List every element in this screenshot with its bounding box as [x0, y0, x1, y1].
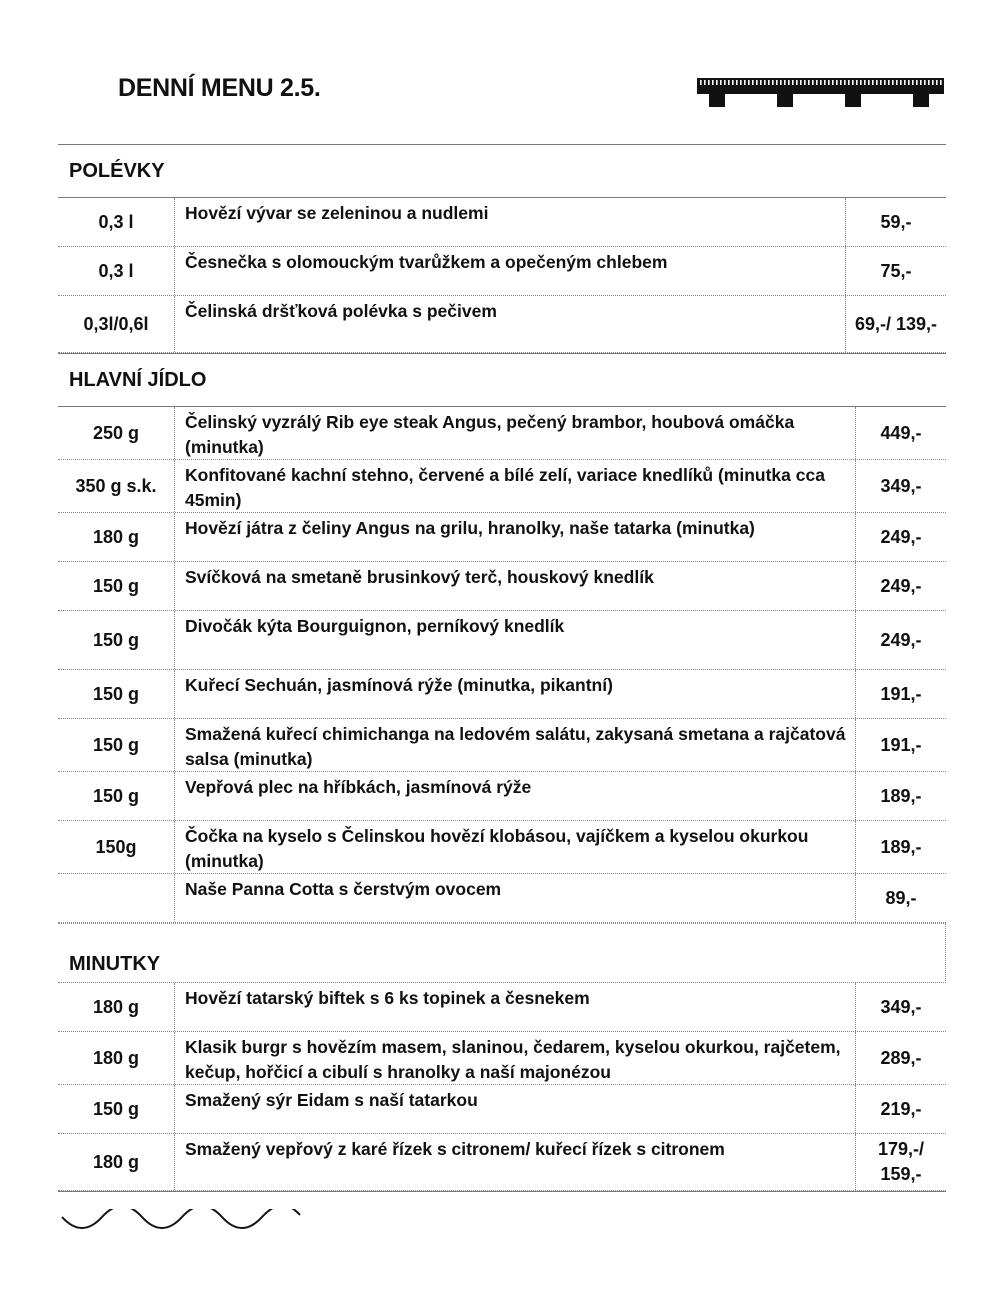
menu-row	[58, 772, 946, 821]
item-price: 189,-	[880, 836, 922, 857]
item-price: 89,-	[885, 887, 917, 908]
item-quantity: 180 g	[58, 513, 175, 561]
item-name: Čelinský vyzrálý Rib eye steak Angus, pečený brambor, houbová omáčka (minutka)	[175, 407, 856, 459]
item-quantity: 0,3l/0,6l	[58, 296, 175, 352]
mains-list	[58, 407, 946, 923]
section-header-mains: HLAVNÍ JÍDLO	[58, 353, 946, 407]
item-name: Svíčková na smetaně brusinkový terč, houskový knedlík	[175, 562, 856, 610]
item-price: 219,-	[880, 1098, 922, 1119]
item-name: Hovězí vývar se zeleninou a nudlemi	[175, 198, 846, 246]
item-price: 349,-	[880, 996, 922, 1017]
item-price: 189,-	[880, 785, 922, 806]
menu-row	[58, 296, 946, 353]
item-name: Konfitované kachní stehno, červené a bílé zelí, variace knedlíků (minutka cca 45min)	[175, 460, 856, 512]
page-title: DENNÍ MENU 2.5.	[118, 74, 321, 102]
menu-row	[58, 983, 946, 1032]
menu-row	[58, 874, 946, 923]
item-price: 289,-	[880, 1047, 922, 1068]
menu-row	[58, 1134, 946, 1191]
item-price: 75,-	[880, 260, 912, 281]
item-price: 249,-	[880, 526, 922, 547]
item-quantity: 180 g	[58, 983, 175, 1031]
item-name: Vepřová plec na hříbkách, jasmínová rýže	[175, 772, 856, 820]
item-name: Čelinská dršťková polévka s pečivem	[175, 296, 846, 352]
item-price: 191,-	[880, 734, 922, 755]
item-quantity: 180 g	[58, 1134, 175, 1190]
item-quantity: 150 g	[58, 670, 175, 718]
item-name: Divočák kýta Bourguignon, perníkový knedlík	[175, 611, 856, 669]
item-price: 191,-	[880, 683, 922, 704]
fence-logo-icon	[697, 78, 944, 108]
item-name: Smažený vepřový z karé řízek s citronem/ kuřecí řízek s citronem	[175, 1134, 856, 1190]
item-quantity: 180 g	[58, 1032, 175, 1084]
item-price: 179,-/ 159,-	[877, 1139, 925, 1184]
menu-row	[58, 821, 946, 874]
item-name: Kuřecí Sechuán, jasmínová rýže (minutka, pikantní)	[175, 670, 856, 718]
item-quantity: 250 g	[58, 407, 175, 459]
item-price: 69,-/ 139,-	[854, 313, 938, 334]
item-quantity: 150 g	[58, 611, 175, 669]
menu-row	[58, 719, 946, 772]
item-price: 449,-	[880, 422, 922, 443]
menu-row	[58, 247, 946, 296]
menu-row	[58, 513, 946, 562]
item-quantity: 350 g s.k.	[58, 460, 175, 512]
section-header-soups: POLÉVKY	[58, 144, 946, 198]
menu-row	[58, 1085, 946, 1134]
menu-row	[58, 670, 946, 719]
item-name: Hovězí játra z čeliny Angus na grilu, hranolky, naše tatarka (minutka)	[175, 513, 856, 561]
item-quantity: 150 g	[58, 562, 175, 610]
item-price: 349,-	[880, 475, 922, 496]
item-quantity	[58, 874, 175, 922]
item-price: 59,-	[880, 211, 912, 232]
item-price: 249,-	[880, 575, 922, 596]
item-quantity: 150 g	[58, 772, 175, 820]
item-name: Česnečka s olomouckým tvarůžkem a opečeným chlebem	[175, 247, 846, 295]
menu-row	[58, 198, 946, 247]
section-header-minutky: MINUTKY	[58, 923, 946, 983]
item-name: Hovězí tatarský biftek s 6 ks topinek a česnekem	[175, 983, 856, 1031]
bottom-rule	[58, 1191, 946, 1192]
menu-row	[58, 611, 946, 670]
wave-decoration-icon	[60, 1209, 302, 1235]
item-name: Smažená kuřecí chimichanga na ledovém salátu, zakysaná smetana a rajčatová salsa (minutka)	[175, 719, 856, 771]
menu-row	[58, 562, 946, 611]
minutky-list	[58, 983, 946, 1191]
soups-list	[58, 198, 946, 353]
item-name: Klasik burgr s hovězím masem, slaninou, čedarem, kyselou okurkou, rajčetem, kečup, hořčicí a cibulí s hranolky a naší majonézou	[175, 1032, 856, 1084]
menu	[58, 144, 946, 1192]
item-quantity: 150g	[58, 821, 175, 873]
item-quantity: 150 g	[58, 1085, 175, 1133]
item-name: Naše Panna Cotta s čerstvým ovocem	[175, 874, 856, 922]
item-quantity: 0,3 l	[58, 247, 175, 295]
item-price: 249,-	[880, 629, 922, 650]
item-quantity: 0,3 l	[58, 198, 175, 246]
menu-row	[58, 1032, 946, 1085]
menu-row	[58, 407, 946, 460]
menu-row	[58, 460, 946, 513]
item-name: Smažený sýr Eidam s naší tatarkou	[175, 1085, 856, 1133]
item-quantity: 150 g	[58, 719, 175, 771]
item-name: Čočka na kyselo s Čelinskou hovězí klobásou, vajíčkem a kyselou okurkou (minutka)	[175, 821, 856, 873]
